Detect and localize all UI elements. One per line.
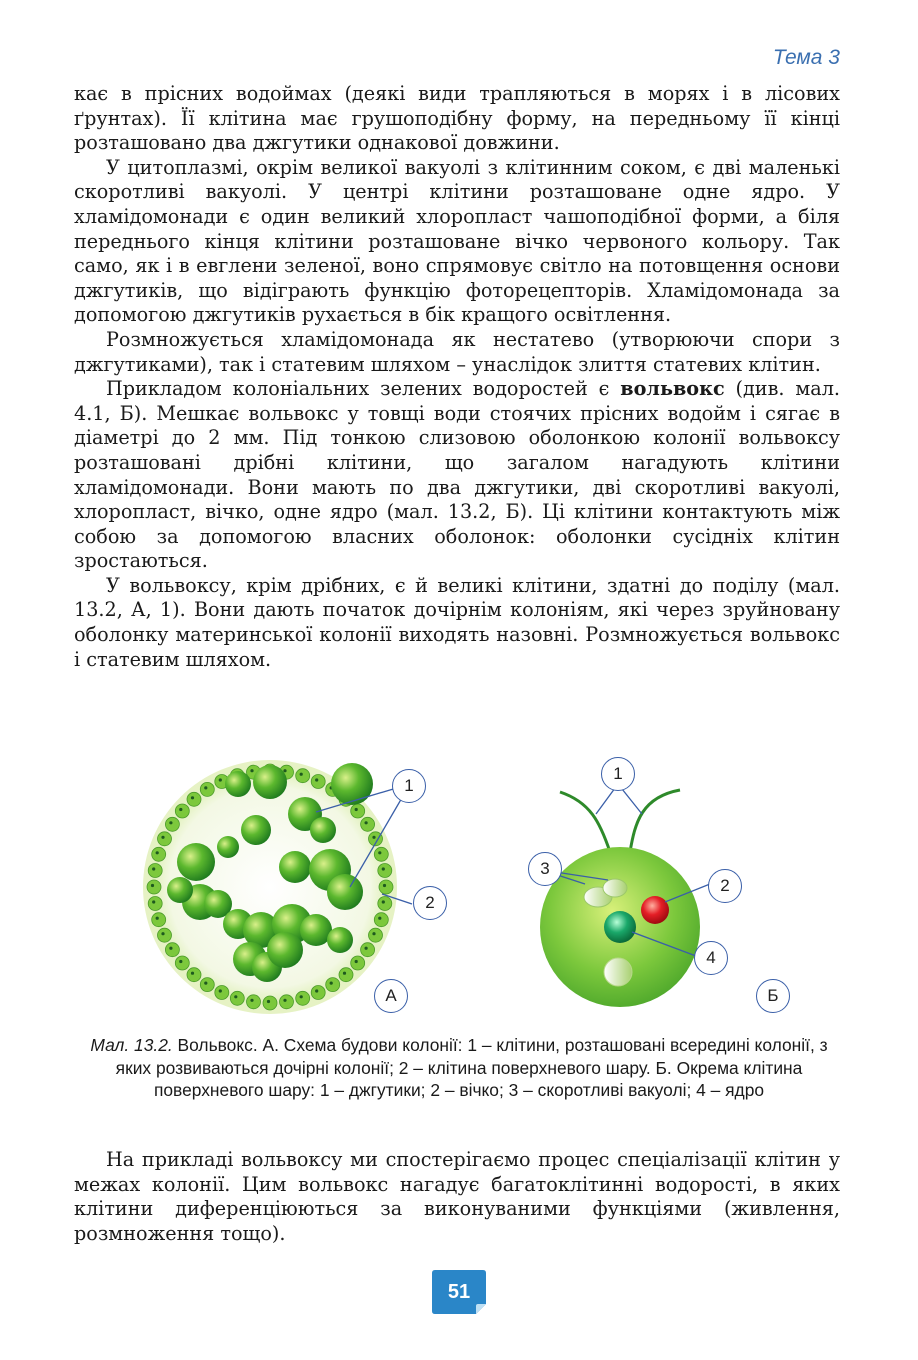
surface-cell bbox=[369, 928, 383, 942]
surface-cell bbox=[361, 817, 375, 831]
surface-cell bbox=[247, 995, 261, 1009]
surface-cell bbox=[152, 847, 166, 861]
surface-cell-dot bbox=[219, 778, 222, 781]
callout-b-1: 1 bbox=[601, 757, 635, 791]
nucleus bbox=[604, 911, 636, 943]
surface-cell bbox=[296, 769, 310, 783]
surface-cell bbox=[200, 978, 214, 992]
surface-cell-dot bbox=[267, 1000, 270, 1003]
surface-cell-diagram bbox=[540, 784, 710, 1007]
surface-cell bbox=[187, 792, 201, 806]
surface-cell-dot bbox=[378, 917, 381, 920]
inner-cell bbox=[327, 874, 363, 910]
callout-b-2: 2 bbox=[708, 869, 742, 903]
surface-cell-dot bbox=[300, 995, 303, 998]
surface-cell-dot bbox=[169, 821, 172, 824]
surface-cell bbox=[147, 880, 161, 894]
surface-cell-dot bbox=[219, 989, 222, 992]
surface-cell bbox=[311, 775, 325, 789]
surface-cell bbox=[374, 913, 388, 927]
surface-cell-dot bbox=[355, 960, 358, 963]
surface-cell-dot bbox=[283, 769, 286, 772]
paragraph-4 bbox=[74, 377, 840, 574]
surface-cell bbox=[351, 804, 365, 818]
surface-cell-dot bbox=[169, 947, 172, 950]
inner-cell bbox=[167, 877, 193, 903]
surface-cell bbox=[374, 847, 388, 861]
paragraph-2: У цитоплазмі, окрім великої вакуолі з клітинним соком, є дві маленькі скоротливі вакуолі. У центрі клітини розташоване одне ядро. У хламідомонади є один великий хлоропласт чашоподібної форми, а біля переднього кінця клітини розташоване вічко червоного кольору. Так само, як і в евглени зеленої, воно спрямовує світло на потовщення основи джгутиків, що відіграють функцію фоторецепторів. Хламідомонада за допомогою джгутиків рухається в бік кращого освітлення. bbox=[74, 155, 840, 327]
surface-cell-dot bbox=[365, 947, 368, 950]
inner-cell bbox=[279, 851, 311, 883]
surface-cell bbox=[296, 991, 310, 1005]
surface-cell bbox=[175, 956, 189, 970]
flagellum-right bbox=[630, 790, 680, 852]
surface-cell-dot bbox=[382, 867, 385, 870]
surface-cell-dot bbox=[204, 786, 207, 789]
surface-cell bbox=[158, 928, 172, 942]
surface-cell bbox=[339, 968, 353, 982]
inner-cell bbox=[217, 836, 239, 858]
paragraph-6: На прикладі вольвоксу ми спостерігаємо процес спеціалізації клітин у межах колонії. Цим вольвокс нагадує багатоклітинні водорості, в яких клітини диференціюються за виконуваними функціями (живлення, розмноження тощо). bbox=[74, 1148, 840, 1245]
surface-cell-dot bbox=[191, 972, 194, 975]
surface-cell bbox=[148, 864, 162, 878]
surface-cell-dot bbox=[191, 796, 194, 799]
figure-13-2 bbox=[120, 752, 820, 1022]
surface-cell bbox=[378, 897, 392, 911]
surface-cell bbox=[311, 986, 325, 1000]
callout-a-2: 2 bbox=[413, 886, 447, 920]
surface-cell bbox=[378, 864, 392, 878]
surface-cell-dot bbox=[179, 808, 182, 811]
colony-diagram bbox=[143, 760, 412, 1014]
surface-cell-dot bbox=[250, 769, 253, 772]
surface-cell bbox=[200, 782, 214, 796]
surface-cell bbox=[230, 991, 244, 1005]
caption-text: Вольвокс. А. Схема будови колонії: 1 – клітини, розташовані всередині колонії, з яких розвиваються дочірні колонії; 2 – клітина поверхневого шару. Б. Окрема клітина поверхневого шару: 1 – джгутики; 2 – вічко; 3 – скоротливі вакуолі; 4 – ядро bbox=[115, 1035, 828, 1100]
vacuole-bottom bbox=[604, 958, 632, 986]
inner-cell bbox=[267, 932, 303, 968]
surface-cell bbox=[175, 804, 189, 818]
page-number-badge bbox=[432, 1270, 486, 1316]
paragraph-5: У вольвоксу, крім дрібних, є й великі клітини, здатні до поділу (мал. 13.2, А, 1). Вони дають початок дочірнім колоніям, які через зруйновану оболонку материнської колонії виходять назовні. Розмножується вольвокс і статевим шляхом. bbox=[74, 573, 840, 671]
paragraph-4-start: Прикладом колоніальних зелених водоростей є bbox=[106, 377, 621, 401]
surface-cell bbox=[215, 986, 229, 1000]
surface-cell-dot bbox=[315, 989, 318, 992]
paragraph-3: Розмножується хламідомонада як нестатево (утворюючи спори з джгутиками), так і статевим шляхом – унаслідок злиття статевих клітин. bbox=[74, 327, 840, 376]
panel-a-letter: А bbox=[374, 979, 408, 1013]
surface-cell bbox=[148, 897, 162, 911]
inner-cell bbox=[327, 927, 353, 953]
body-text-top bbox=[74, 82, 840, 672]
surface-cell bbox=[187, 968, 201, 982]
surface-cell-dot bbox=[382, 900, 385, 903]
paragraph-4-end: (див. мал. 4.1, Б). Мешкає вольвокс у товщі води стоячих прісних водойм і сягає в діаметрі до 2 мм. Під тонкою слизовою оболонкою колонії вольвоксу розташовані дрібні клітини, що загалом нагадують клітини хламідомонади. Вони мають по два джгутики, дві скоротливі вакуолі, хлоропласт, вічко, одне ядро (мал. 13.2, Б). Ці клітини контактують між собою за допомогою власних оболонок: оболонки сусідніх клітин зростаються. bbox=[74, 377, 841, 573]
body-text-bottom bbox=[74, 1148, 840, 1246]
page-number: 51 bbox=[447, 1280, 471, 1303]
surface-cell-dot bbox=[156, 851, 159, 854]
term-volvox: вольвокс bbox=[620, 377, 725, 401]
surface-cell bbox=[158, 832, 172, 846]
figure-caption bbox=[90, 1034, 828, 1102]
surface-cell-dot bbox=[234, 995, 237, 998]
surface-cell-dot bbox=[330, 982, 333, 985]
surface-cell bbox=[152, 913, 166, 927]
surface-cell-dot bbox=[179, 960, 182, 963]
surface-cell-dot bbox=[378, 851, 381, 854]
surface-cell bbox=[165, 817, 179, 831]
surface-cell-dot bbox=[156, 917, 159, 920]
surface-cell bbox=[326, 978, 340, 992]
callout-a-1: 1 bbox=[392, 769, 426, 803]
callout-b-3: 3 bbox=[528, 852, 562, 886]
surface-cell-dot bbox=[300, 773, 303, 776]
inner-cell bbox=[225, 771, 251, 797]
surface-cell-dot bbox=[152, 867, 155, 870]
surface-cell-dot bbox=[161, 836, 164, 839]
surface-cell-dot bbox=[383, 884, 386, 887]
inner-cell bbox=[310, 817, 336, 843]
surface-cell bbox=[351, 956, 365, 970]
surface-cell-dot bbox=[355, 808, 358, 811]
surface-cell-dot bbox=[152, 900, 155, 903]
flagellum-left bbox=[560, 792, 610, 852]
red-eyespot bbox=[641, 896, 669, 924]
panel-b-letter: Б bbox=[756, 979, 790, 1013]
surface-cell-dot bbox=[283, 999, 286, 1002]
surface-cell-dot bbox=[372, 932, 375, 935]
surface-cell bbox=[379, 880, 393, 894]
surface-cell-dot bbox=[204, 982, 207, 985]
surface-cell-dot bbox=[315, 778, 318, 781]
inner-cell bbox=[241, 815, 271, 845]
surface-cell bbox=[361, 943, 375, 957]
contractile-vacuole-2 bbox=[603, 879, 627, 897]
paragraph-1: кає в прісних водоймах (деякі види трапляються в морях і в лісових ґрунтах). Її клітина має грушоподібну форму, на передньому її кінці розташовано два джгутики однакової довжини. bbox=[74, 82, 840, 155]
surface-cell-dot bbox=[151, 884, 154, 887]
surface-cell-dot bbox=[365, 821, 368, 824]
callout-b-4: 4 bbox=[694, 941, 728, 975]
inner-cell bbox=[177, 843, 215, 881]
surface-cell bbox=[280, 995, 294, 1009]
surface-cell bbox=[263, 996, 277, 1010]
surface-cell-dot bbox=[343, 972, 346, 975]
inner-cell bbox=[331, 763, 373, 805]
topic-header: Тема 3 bbox=[772, 46, 840, 69]
surface-cell-dot bbox=[250, 999, 253, 1002]
caption-label: Мал. 13.2. bbox=[90, 1035, 173, 1055]
surface-cell-dot bbox=[161, 932, 164, 935]
inner-cell bbox=[253, 765, 287, 799]
surface-cell-dot bbox=[372, 836, 375, 839]
surface-cell bbox=[165, 943, 179, 957]
